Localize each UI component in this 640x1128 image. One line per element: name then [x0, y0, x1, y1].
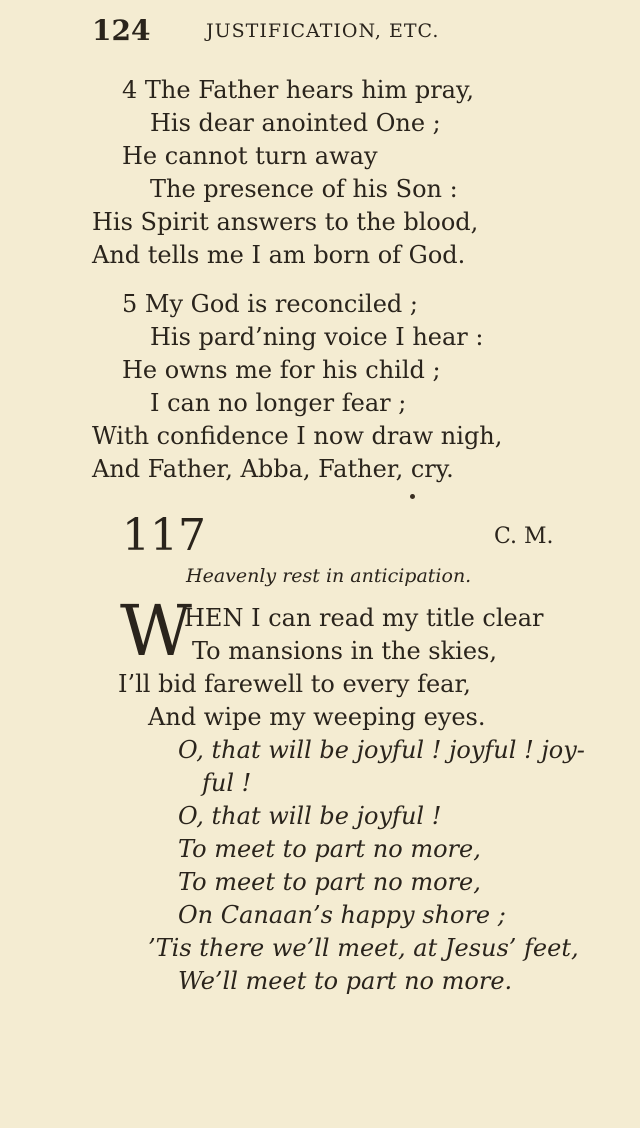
verse-5-line: With confidence I now draw nigh,: [92, 422, 503, 450]
page-number: 124: [92, 14, 151, 47]
verse-5-line: I can no longer fear ;: [150, 389, 407, 417]
hymn-line: HEN I can read my title clear: [184, 604, 544, 632]
chorus-line: O, that will be joyful ! joyful ! joy-: [178, 736, 585, 764]
verse-5-line: His pard’ning voice I hear :: [150, 323, 484, 351]
hymn-line: To mansions in the skies,: [192, 637, 497, 665]
verse-4-line: The presence of his Son :: [150, 175, 458, 203]
chorus-line: To meet to part no more,: [178, 868, 481, 896]
ink-speck: [410, 494, 415, 499]
hymn-number: 117: [122, 510, 206, 561]
chorus-line: We’ll meet to part no more.: [178, 967, 513, 995]
hymn-line: I’ll bid farewell to every fear,: [118, 670, 471, 698]
verse-4-line: He cannot turn away: [122, 142, 378, 170]
hymn-line: And wipe my weeping eyes.: [148, 703, 486, 731]
drop-cap: W: [120, 590, 192, 672]
verse-4-line: And tells me I am born of God.: [92, 241, 466, 269]
chorus-line: To meet to part no more,: [178, 835, 481, 863]
verse-5-line: And Father, Abba, Father, cry.: [92, 455, 454, 483]
chorus-line: ’Tis there we’ll meet, at Jesus’ feet,: [148, 934, 579, 962]
hymn-subtitle: Heavenly rest in anticipation.: [186, 565, 472, 587]
verse-5-line: 5 My God is reconciled ;: [122, 290, 418, 318]
verse-4-line: His dear anointed One ;: [150, 109, 441, 137]
chorus-line: O, that will be joyful !: [178, 802, 442, 830]
running-title: JUSTIFICATION, ETC.: [206, 20, 440, 42]
verse-4-line: His Spirit answers to the blood,: [92, 208, 479, 236]
verse-5-line: He owns me for his child ;: [122, 356, 441, 384]
chorus-line: On Canaan’s happy shore ;: [178, 901, 506, 929]
hymn-meter: C. M.: [494, 524, 554, 549]
verse-4-line: 4 The Father hears him pray,: [122, 76, 474, 104]
chorus-line: ful !: [202, 769, 252, 797]
